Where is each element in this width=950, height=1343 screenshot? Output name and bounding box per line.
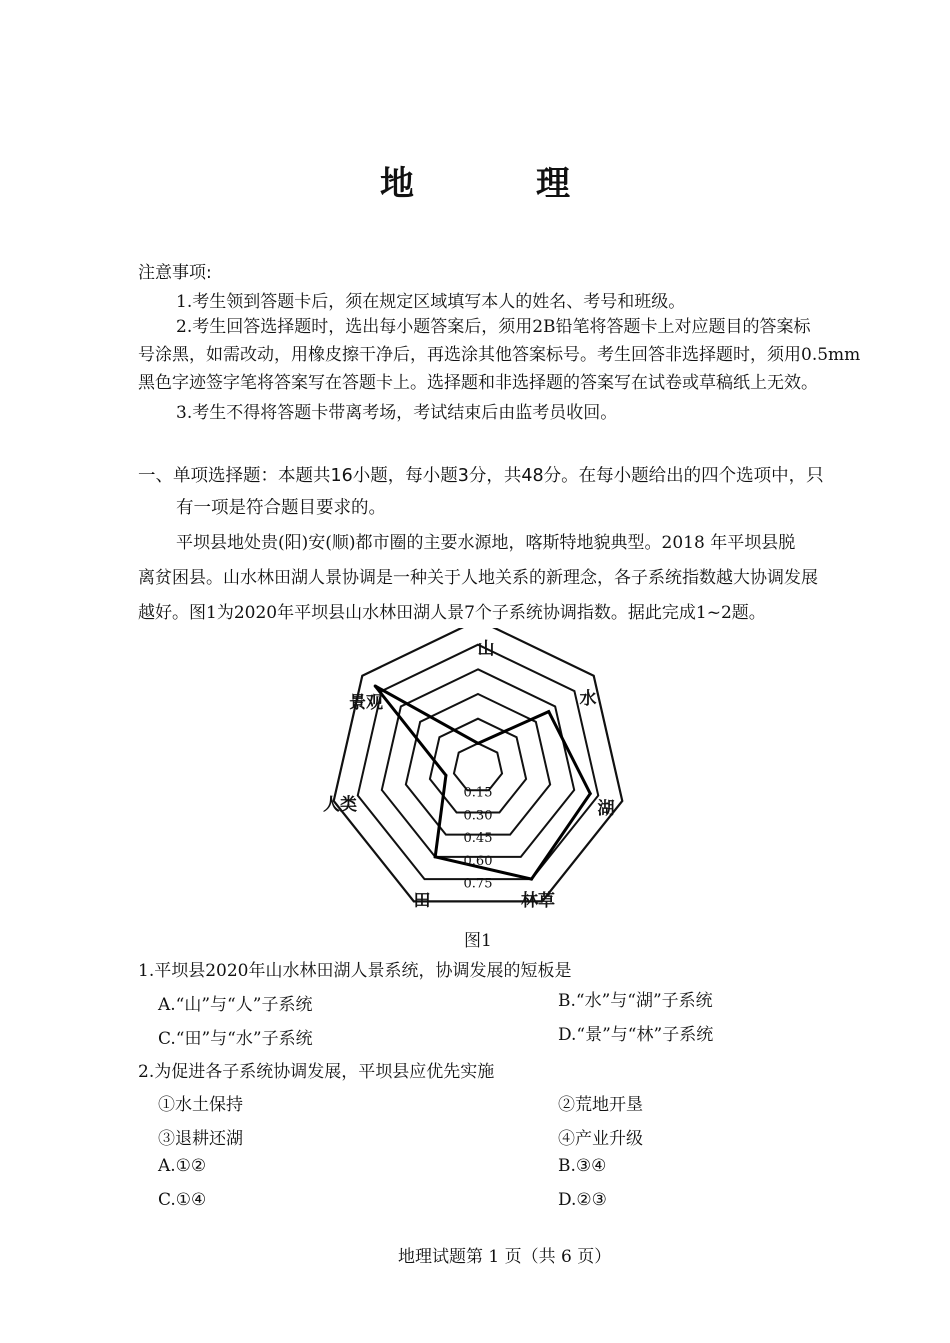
page-footer: 地理试题第 1 页（共 6 页） — [398, 1247, 612, 1267]
radar-point-0 — [477, 742, 480, 745]
question-2-option-c: C.①④ — [158, 1190, 207, 1210]
radar-category-label: 山 — [477, 639, 495, 659]
radar-point-6 — [374, 684, 377, 687]
passage-line-2: 离贫困县。山水林田湖人景协调是一种关于人地关系的新理念，各子系统指数越大协调发展 — [138, 568, 818, 588]
question-1-option-b: B.“水”与“湖”子系统 — [558, 991, 713, 1011]
notes-heading: 注意事项: — [138, 263, 212, 283]
radar-ring-label: 0.30 — [463, 808, 493, 824]
radar-chart — [300, 628, 640, 918]
radar-point-2 — [589, 792, 592, 795]
notes-item-2-line-3: 黑色字迹签字笔将答案写在答题卡上。选择题和非选择题的答案写在试卷或草稿纸上无效。 — [138, 373, 818, 393]
notes-item-2-line-2: 号涂黑，如需改动，用橡皮擦干净后，再选涂其他答案标号。考生回答非选择题时，须用0.5mm — [138, 345, 861, 365]
radar-category-label: 景观 — [349, 693, 383, 713]
radar-category-label: 湖 — [597, 799, 615, 819]
question-1-option-d: D.“景”与“林”子系统 — [558, 1025, 714, 1045]
question-2-stem: 2.为促进各子系统协调发展，平坝县应优先实施 — [138, 1062, 495, 1082]
radar-point-1 — [547, 710, 550, 713]
radar-category-label: 人类 — [323, 795, 357, 815]
radar-category-label: 水 — [579, 689, 597, 709]
radar-ring-label: 0.15 — [463, 785, 493, 801]
radar-point-3 — [530, 878, 533, 881]
radar-point-5 — [444, 774, 447, 777]
question-1-option-a: A.“山”与“人”子系统 — [158, 995, 313, 1015]
question-2-statement-2: ②荒地开垦 — [558, 1095, 643, 1115]
question-2-option-a: A.①② — [158, 1156, 207, 1176]
notes-item-2-line-1: 2.考生回答选择题时，选出每小题答案后，须用2B铅笔将答题卡上对应题目的答案标 — [176, 317, 811, 337]
figure-caption: 图1 — [464, 931, 492, 951]
radar-point-4 — [434, 855, 437, 858]
page-title: 地 理 — [380, 164, 614, 204]
passage-line-1: 平坝县地处贵(阳)安(顺)都市圈的主要水源地，喀斯特地貌典型。2018 年平坝县脱 — [176, 533, 796, 553]
question-1-option-c: C.“田”与“水”子系统 — [158, 1029, 313, 1049]
question-2-option-d: D.②③ — [558, 1190, 607, 1210]
passage-line-3: 越好。图1为2020年平坝县山水林田湖人景7个子系统协调指数。据此完成1~2题。 — [138, 603, 766, 623]
radar-ring — [454, 743, 502, 790]
radar-ring-label: 0.75 — [463, 876, 493, 892]
question-2-statement-3: ③退耕还湖 — [158, 1129, 243, 1149]
question-2-option-b: B.③④ — [558, 1156, 607, 1176]
radar-category-label: 田 — [413, 891, 431, 911]
question-1-stem: 1.平坝县2020年山水林田湖人景系统，协调发展的短板是 — [138, 961, 572, 981]
radar-category-label: 林草 — [521, 891, 555, 911]
section-heading-line-2: 有一项是符合题目要求的。 — [176, 498, 386, 518]
radar-ring-label: 0.45 — [463, 831, 493, 847]
section-heading-line-1: 一、单项选择题：本题共16小题，每小题3分，共48分。在每小题给出的四个选项中，只 — [138, 466, 824, 486]
notes-item-1: 1.考生领到答题卡后，须在规定区域填写本人的姓名、考号和班级。 — [176, 292, 686, 312]
question-2-statement-4: ④产业升级 — [558, 1129, 643, 1149]
question-2-statement-1: ①水土保持 — [158, 1095, 243, 1115]
radar-ring-label: 0.60 — [463, 853, 493, 869]
notes-item-3: 3.考生不得将答题卡带离考场，考试结束后由监考员收回。 — [176, 403, 618, 423]
